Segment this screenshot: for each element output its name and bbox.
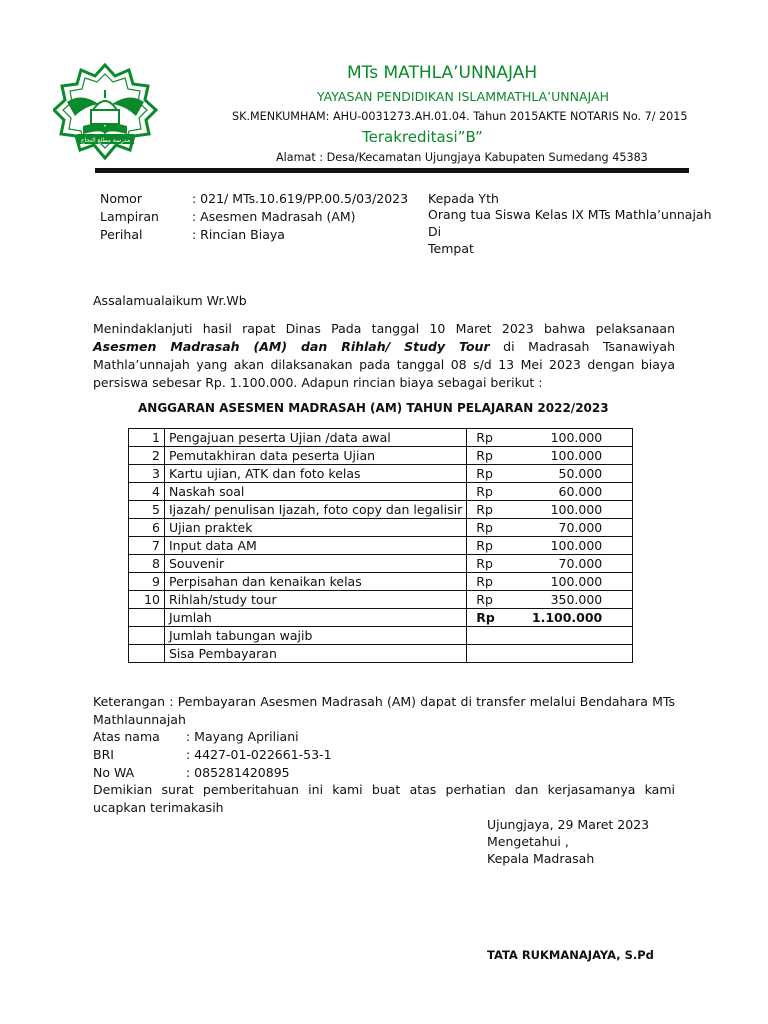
row-number: 8 <box>129 555 165 573</box>
row-currency: Rp <box>467 465 515 483</box>
accreditation: Terakreditasi”B” <box>362 128 483 146</box>
foundation-name: YAYASAN PENDIDIKAN ISLAMMATHLA’UNNAJAH <box>317 89 609 104</box>
logo-text: مدرسة مطلع النجاح <box>80 137 131 144</box>
row-number: 1 <box>129 429 165 447</box>
budget-table-body <box>129 429 633 663</box>
row-currency: Rp <box>467 429 515 447</box>
row-amount: 100.000 <box>514 501 633 519</box>
perihal-label: Perihal <box>100 227 143 242</box>
budget-row <box>129 537 633 555</box>
row-description: Pemutakhiran data peserta Ujian <box>165 447 467 465</box>
intro-emphasis: Asesmen Madrasah (AM) dan Rihlah/ Study Tour <box>93 339 490 354</box>
budget-savings-row <box>129 627 633 645</box>
remaining-value-cell <box>467 645 633 663</box>
row-number: 2 <box>129 447 165 465</box>
row-number: 3 <box>129 465 165 483</box>
budget-row <box>129 555 633 573</box>
recipient-line-1: Kepada Yth <box>428 191 499 206</box>
wa-value: : 085281420895 <box>186 765 290 780</box>
lampiran-label: Lampiran <box>100 209 159 224</box>
row-description: Ujian praktek <box>165 519 467 537</box>
row-amount: 100.000 <box>514 429 633 447</box>
budget-row <box>129 429 633 447</box>
wa-label: No WA <box>93 765 135 780</box>
row-description: Kartu ujian, ATK dan foto kelas <box>165 465 467 483</box>
place-date: Ujungjaya, 29 Maret 2023 <box>487 817 650 832</box>
row-amount: 70.000 <box>514 555 633 573</box>
row-currency: Rp <box>467 519 515 537</box>
total-number-cell <box>129 609 165 627</box>
row-amount: 70.000 <box>514 519 633 537</box>
intro-start: Menindaklanjuti hasil rapat Dinas Pada tanggal 10 Maret 2023 bahwa pelaksanaan <box>93 321 675 336</box>
recipient-line-2: Orang tua Siswa Kelas IX MTs Mathla’unnajah <box>428 207 712 222</box>
bri-label: BRI <box>93 747 114 762</box>
row-description: Input data AM <box>165 537 467 555</box>
atas-nama-value: : Mayang Apriliani <box>186 729 299 744</box>
row-currency: Rp <box>467 483 515 501</box>
perihal-value: : Rincian Biaya <box>192 227 285 242</box>
acknowledged: Mengetahui , <box>487 834 569 849</box>
budget-table <box>128 428 633 663</box>
row-description: Ijazah/ penulisan Ijazah, foto copy dan legalisir <box>165 501 467 519</box>
budget-row <box>129 483 633 501</box>
signatory-name: TATA RUKMANAJAYA, S.Pd <box>487 948 654 962</box>
school-name: MTs MATHLA’UNNAJAH <box>347 63 538 83</box>
budget-row <box>129 465 633 483</box>
nomor-label: Nomor <box>100 191 142 206</box>
remaining-number-cell <box>129 645 165 663</box>
recipient-line-3: Di <box>428 224 442 239</box>
row-number: 6 <box>129 519 165 537</box>
position: Kepala Madrasah <box>487 851 595 866</box>
total-amount: 1.100.000 <box>514 609 633 627</box>
row-currency: Rp <box>467 591 515 609</box>
budget-total-row <box>129 609 633 627</box>
intro-paragraph <box>93 320 675 392</box>
row-number: 7 <box>129 537 165 555</box>
row-number: 4 <box>129 483 165 501</box>
school-logo <box>53 62 158 162</box>
row-amount: 100.000 <box>514 537 633 555</box>
total-currency: Rp <box>467 609 515 627</box>
bri-value: : 4427-01-022661-53-1 <box>186 747 332 762</box>
table-title: ANGGARAN ASESMEN MADRASAH (AM) TAHUN PELAJARAN 2022/2023 <box>138 401 609 415</box>
row-number: 5 <box>129 501 165 519</box>
row-description: Perpisahan dan kenaikan kelas <box>165 573 467 591</box>
budget-row <box>129 447 633 465</box>
lampiran-value: : Asesmen Madrasah (AM) <box>192 209 356 224</box>
keterangan: Keterangan : Pembayaran Asesmen Madrasah (AM) dapat di transfer melalui Bendahara MTs Mathlaunnajah <box>93 694 675 727</box>
recipient-line-4: Tempat <box>428 241 474 256</box>
total-label: Jumlah <box>165 609 467 627</box>
row-amount: 100.000 <box>514 447 633 465</box>
row-currency: Rp <box>467 573 515 591</box>
savings-value-cell <box>467 627 633 645</box>
row-currency: Rp <box>467 501 515 519</box>
atas-nama-label: Atas nama <box>93 729 160 744</box>
row-description: Souvenir <box>165 555 467 573</box>
budget-remaining-row <box>129 645 633 663</box>
row-description: Pengajuan peserta Ujian /data awal <box>165 429 467 447</box>
budget-row <box>129 519 633 537</box>
row-amount: 50.000 <box>514 465 633 483</box>
row-amount: 350.000 <box>514 591 633 609</box>
closing-paragraph: Demikian surat pemberitahuan ini kami buat atas perhatian dan kerjasamanya kami ucapkan terimakasih <box>93 782 675 815</box>
greeting: Assalamualaikum Wr.Wb <box>93 293 247 308</box>
row-description: Naskah soal <box>165 483 467 501</box>
nomor-value: : 021/ MTs.10.619/PP.00.5/03/2023 <box>192 191 409 206</box>
row-amount: 60.000 <box>514 483 633 501</box>
row-amount: 100.000 <box>514 573 633 591</box>
row-currency: Rp <box>467 537 515 555</box>
row-number: 10 <box>129 591 165 609</box>
legal-reference: SK.MENKUMHAM: AHU-0031273.AH.01.04. Tahun 2015AKTE NOTARIS No. 7/ 2015 <box>232 110 688 123</box>
row-currency: Rp <box>467 447 515 465</box>
address: Alamat : Desa/Kecamatan Ujungjaya Kabupaten Sumedang 45383 <box>276 151 648 164</box>
row-number: 9 <box>129 573 165 591</box>
budget-row <box>129 591 633 609</box>
savings-number-cell <box>129 627 165 645</box>
row-description: Rihlah/study tour <box>165 591 467 609</box>
remaining-label: Sisa Pembayaran <box>165 645 467 663</box>
intro-end: di Madrasah Tsanawiyah Mathla’unnajah yang akan dilaksanakan pada tanggal 08 s/d 13 Mei 2023 dengan biaya persiswa sebesar Rp. 1.100.000. Adapun rincian biaya sebagai berikut : <box>93 339 675 390</box>
savings-label: Jumlah tabungan wajib <box>165 627 467 645</box>
budget-row <box>129 501 633 519</box>
row-currency: Rp <box>467 555 515 573</box>
header-divider <box>95 168 689 173</box>
budget-row <box>129 573 633 591</box>
